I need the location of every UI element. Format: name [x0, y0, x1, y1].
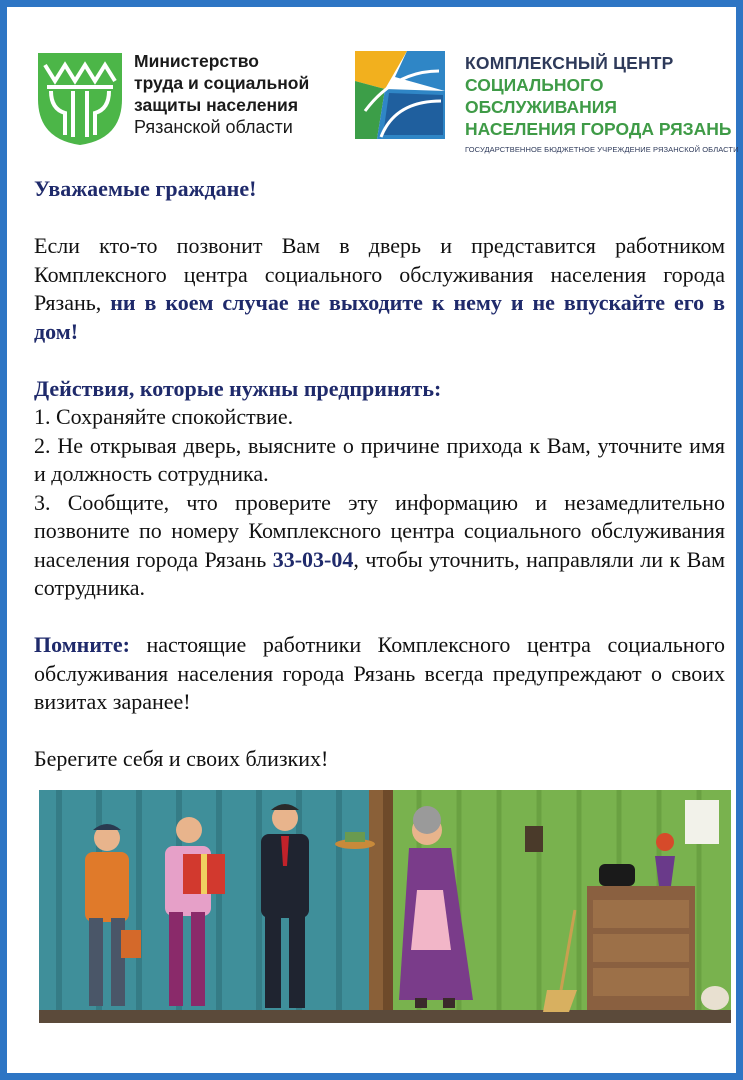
ministry-line2: труда и социальной: [134, 73, 310, 93]
center-line3: НАСЕЛЕНИЯ ГОРОДА РЯЗАНЬ: [465, 119, 732, 139]
ministry-line4: Рязанской области: [134, 117, 293, 137]
remember-label: Помните:: [34, 632, 130, 657]
step-3-text-b: , чтобы уточнить, направляли ли к Вам сотрудника.: [34, 546, 725, 600]
ministry-name: [134, 50, 334, 138]
ministry-line3: защиты населения: [134, 95, 299, 115]
closing-line: Берегите себя и своих близких!: [34, 746, 329, 771]
actions-title: Действия, которые нужны предпринять:: [34, 375, 442, 401]
center-line1: КОМПЛЕКСНЫЙ ЦЕНТР: [465, 53, 674, 73]
step-3-text-a: 3. Сообщите, что проверите эту информацию и незамедлительно позвоните по номеру Комплексного центра социального обслуживания населения города Рязань: [34, 489, 725, 572]
phone-number: 33-03-04: [272, 546, 354, 572]
step-1: 1. Сохраняйте спокойствие.: [34, 404, 294, 429]
center-name: [465, 52, 740, 156]
intro-paragraph: [34, 232, 725, 346]
door-scene-illustration: [39, 790, 731, 1023]
center-logo-icon: [355, 51, 445, 139]
intro-warning: ни в коем случае не выходите к нему и не впускайте его в дом!: [34, 290, 726, 344]
center-line2: СОЦИАЛЬНОГО ОБСЛУЖИВАНИЯ: [465, 75, 617, 117]
intro-plain: Если кто-то позвонит Вам в дверь и представится работником Комплексного центра социального обслуживания населения города Рязань,: [34, 233, 725, 315]
step-3: [34, 489, 725, 603]
ministry-logo-icon: [35, 51, 125, 147]
center-line4: ГОСУДАРСТВЕННОЕ БЮДЖЕТНОЕ УЧРЕЖДЕНИЕ РЯЗАНСКОЙ ОБЛАСТИ: [465, 145, 739, 154]
step-2: 2. Не открывая дверь, выясните о причине прихода к Вам, уточните имя и должность сотрудника.: [34, 432, 725, 486]
remember-text: настоящие работники Комплексного центра социального обслуживания населения города Рязань всегда предупреждают о своих визитах заранее!: [34, 632, 725, 714]
ministry-line1: Министерство: [134, 51, 259, 71]
greeting: Уважаемые граждане!: [34, 176, 257, 201]
remember-paragraph: [34, 631, 725, 717]
notice-body: [34, 175, 725, 774]
